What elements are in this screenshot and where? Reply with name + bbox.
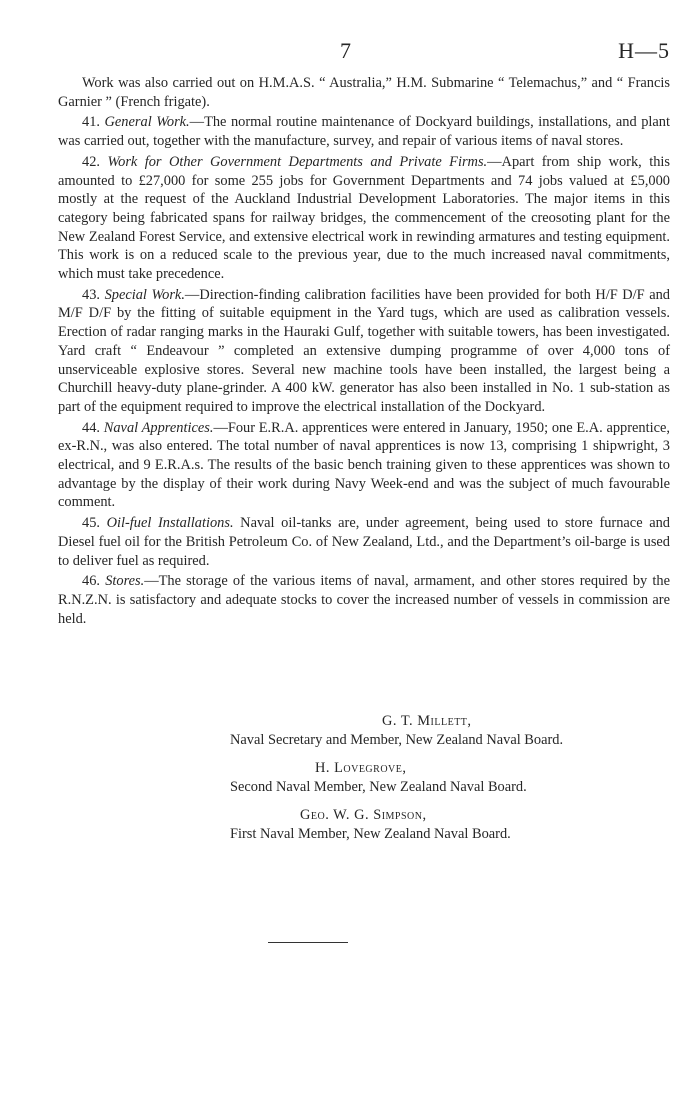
signatory-title: First Naval Member, New Zealand Naval Board. bbox=[230, 825, 511, 842]
signatory-name: Geo. W. G. Simpson, bbox=[300, 807, 427, 823]
paragraph-number: 46. bbox=[82, 573, 100, 590]
signature-section bbox=[230, 712, 700, 853]
paragraph-heading: Naval Apprentices. bbox=[103, 419, 214, 436]
paragraph-heading: Oil-fuel Installations. bbox=[106, 515, 234, 532]
paragraph-heading: Work for Other Government Departments and Private Firms. bbox=[107, 153, 488, 170]
paragraph-number: 45. bbox=[82, 515, 100, 532]
paragraph-42 bbox=[58, 153, 670, 284]
paragraph-41 bbox=[58, 113, 670, 150]
signatory-name: H. Lovegrove, bbox=[315, 760, 407, 776]
paragraph-43 bbox=[58, 286, 670, 417]
paragraph-heading: General Work. bbox=[104, 114, 190, 131]
paragraph-text: —The storage of the various items of naval, armament, and other stores required by the R.N.Z.N. is satisfactory and adequate stocks to cover the increased number of vessels in commission are held. bbox=[58, 573, 670, 627]
paragraph-heading: Stores. bbox=[105, 573, 145, 590]
paragraph-intro bbox=[58, 74, 670, 111]
paragraph-45 bbox=[58, 514, 670, 570]
signatory-name: G. T. Millett, bbox=[382, 713, 472, 729]
paragraph-46 bbox=[58, 572, 670, 628]
paragraph-number: 43. bbox=[82, 286, 100, 303]
signatory-title: Naval Secretary and Member, New Zealand Naval Board. bbox=[230, 731, 564, 748]
paragraph-text: —The normal routine maintenance of Dockyard buildings, installations, and plant was carried out, together with the manufacture, survey, and repair of various items of naval stores. bbox=[58, 114, 670, 150]
paragraph-text: Work was also carried out on H.M.A.S. “ Australia,” H.M. Submarine “ Telemachus,” and “ Francis Garnier ” (French frigate). bbox=[58, 75, 670, 110]
paragraph-text: —Apart from ship work, this amounted to £27,000 for some 255 jobs for Government Departments and 74 jobs valued at £5,000 mostly at the request of the Auckland Industrial Development Laboratories. The major items in this category being fabricated spans for railway bridges, the commencement of the creosoting plant for the New Zealand Forest Service, and extensive electrical work in rewinding armatures and testing equipment. This work is on a reduced scale to the previous year, due to the much increased naval commitments, which must take precedence. bbox=[58, 153, 670, 283]
paragraph-heading: Special Work. bbox=[104, 286, 185, 303]
paragraph-number: 42. bbox=[82, 153, 100, 170]
signature-block bbox=[230, 759, 700, 796]
page-reference: H—5 bbox=[618, 38, 670, 63]
paragraph-number: 41. bbox=[82, 114, 100, 131]
signature-block bbox=[230, 712, 700, 749]
closing-rule bbox=[268, 942, 348, 943]
signature-block bbox=[230, 806, 700, 843]
page-number: 7 bbox=[340, 38, 352, 63]
signatory-title: Second Naval Member, New Zealand Naval Board. bbox=[230, 778, 527, 795]
paragraph-number: 44. bbox=[82, 419, 100, 436]
paragraph-44 bbox=[58, 419, 670, 513]
paragraph-text: Naval oil-tanks are, under agreement, being used to store furnace and Diesel fuel oil for the British Petroleum Co. of New Zealand, Ltd., and the Department’s oil-barge is used to deliver fuel as required. bbox=[58, 515, 670, 569]
body-text bbox=[58, 74, 670, 630]
paragraph-text: —Direction-finding calibration facilities have been provided for both H/F D/F and M/F D/F by the fitting of suitable equipment in the Yard tugs, which are used as calibration vessels. Erection of radar ranging marks in the Hauraki Gulf, together with suitable towers, has been investigated. Yard craft “ Endeavour ” completed an extensive dumping programme of over 4,000 tons of unserviceable explosive stores. Several new machine tools have been installed, the largest being a Churchill heavy-duty plane-grinder. A 400 kW. generator has also been installed in No. 1 sub-station as part of the equipment required to improve the electrical installation of the Dockyard. bbox=[58, 286, 670, 415]
paragraph-text: —Four E.R.A. apprentices were entered in January, 1950; one E.A. apprentice, ex-R.N., was also entered. The total number of naval apprentices is now 13, comprising 1 shipwright, 3 electrical, and 9 E.R.A.s. The results of the basic bench training given to these apprentices was shown to advantage by the display of their work during Navy Week-end and was the subject of much favourable comment. bbox=[58, 419, 670, 511]
